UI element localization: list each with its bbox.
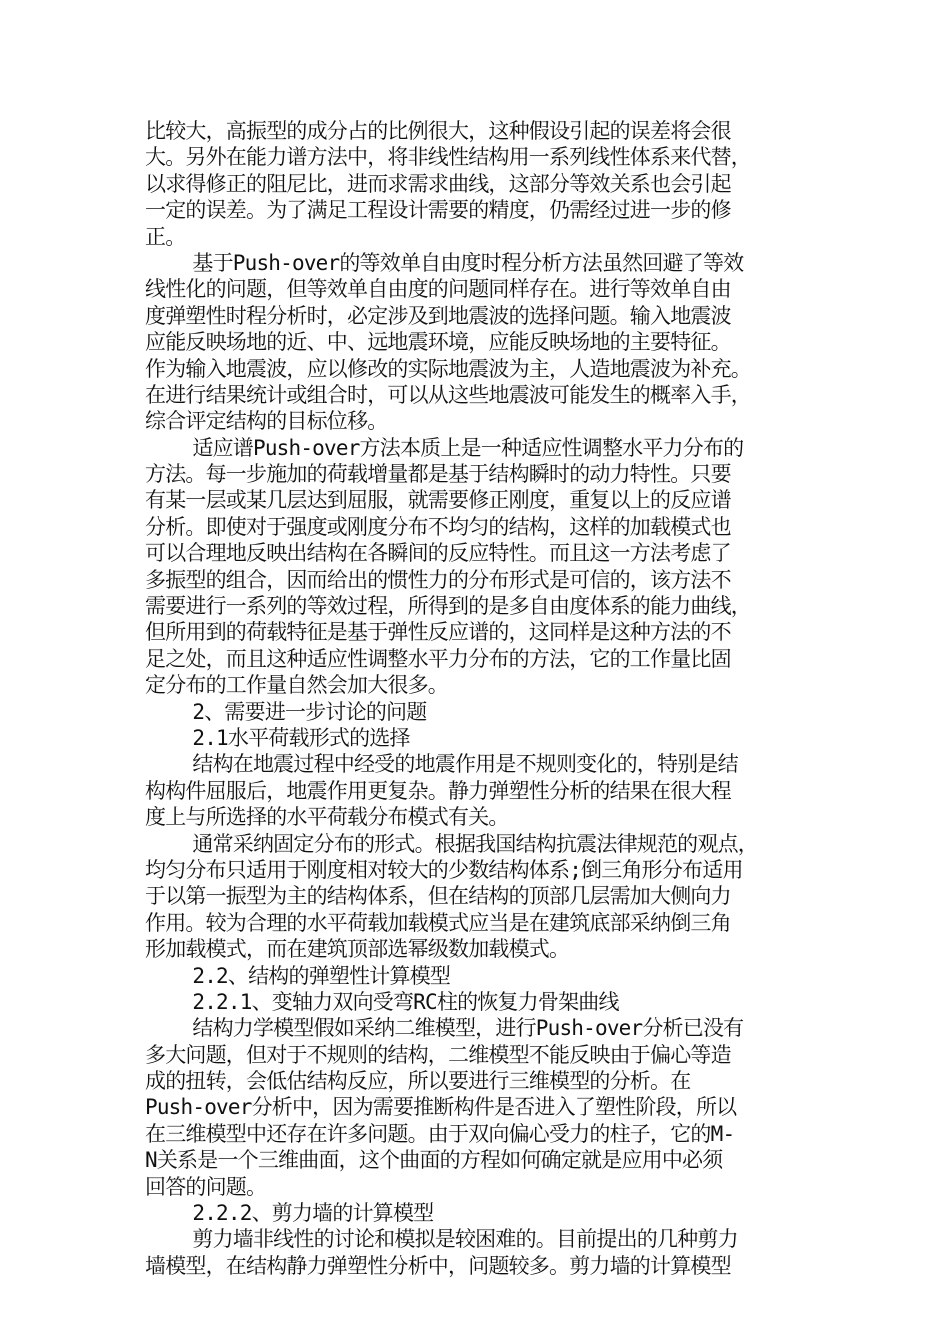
- text-line: 在进行结果统计或组合时，可以从这些地震波可能发生的概率入手，: [145, 382, 751, 407]
- text-line: 2.1水平荷载形式的选择: [145, 725, 410, 750]
- text-line: 形加载模式，而在建筑顶部选幂级数加载模式。: [145, 937, 570, 962]
- text-line: 度弹塑性时程分析时，必定涉及到地震波的选择问题。输入地震波: [145, 303, 731, 328]
- text-line: 作用。较为合理的水平荷载加载模式应当是在建筑底部采纳倒三角: [145, 910, 731, 935]
- text-line: 于以第一振型为主的结构体系，但在结构的顶部几层需加大侧向力: [145, 884, 731, 909]
- text-line: 以求得修正的阻尼比，进而求需求曲线，这部分等效关系也会引起: [145, 171, 731, 196]
- text-line: 适应谱Push-over方法本质上是一种适应性调整水平力分布的: [145, 435, 744, 460]
- text-line: 方法。每一步施加的荷载增量都是基于结构瞬时的动力特性。只要: [145, 462, 731, 487]
- text-line: Push-over分析中，因为需要推断构件是否进入了塑性阶段，所以: [145, 1095, 737, 1120]
- text-line: 结构在地震过程中经受的地震作用是不规则变化的，特别是结: [145, 752, 738, 777]
- text-line: 应能反映场地的近、中、远地震环境，应能反映场地的主要特征。: [145, 330, 731, 355]
- text-line: 均匀分布只适用于刚度相对较大的少数结构体系;倒三角形分布适用: [145, 857, 743, 882]
- text-line: 一定的误差。为了满足工程设计需要的精度，仍需经过进一步的修: [145, 198, 731, 223]
- text-line: 但所用到的荷载特征是基于弹性反应谱的，这同样是这种方法的不: [145, 620, 731, 645]
- text-line: 2.2.2、剪力墙的计算模型: [145, 1201, 434, 1226]
- text-line: 基于Push-over的等效单自由度时程分析方法虽然回避了等效: [145, 250, 744, 275]
- text-line: 作为输入地震波，应以修改的实际地震波为主，人造地震波为补充。: [145, 356, 751, 381]
- text-line: 剪力墙非线性的讨论和模拟是较困难的。目前提出的几种剪力: [145, 1227, 738, 1252]
- text-line: 正。: [145, 224, 186, 249]
- text-line: 2.2.1、变轴力双向受弯RC柱的恢复力骨架曲线: [145, 989, 619, 1014]
- text-line: 线性化的问题，但等效单自由度的问题同样存在。进行等效单自由: [145, 277, 731, 302]
- text-line: N关系是一个三维曲面，这个曲面的方程如何确定就是应用中必须: [145, 1148, 723, 1173]
- text-line: 比较大，高振型的成分占的比例很大，这种假设引起的误差将会很: [145, 119, 731, 143]
- text-line: 多振型的组合，因而给出的惯性力的分布形式是可信的，该方法不: [145, 567, 731, 592]
- text-line: 2、需要进一步讨论的问题: [145, 699, 427, 724]
- text-line: 定分布的工作量自然会加大很多。: [145, 673, 448, 698]
- text-line: 多大问题，但对于不规则的结构，二维模型不能反映由于偏心等造: [145, 1042, 731, 1067]
- text-line: 需要进行一系列的等效过程，所得到的是多自由度体系的能力曲线，: [145, 594, 751, 619]
- text-line: 足之处，而且这种适应性调整水平力分布的方法，它的工作量比固: [145, 646, 731, 671]
- document-body: [145, 118, 807, 1279]
- text-line: 结构力学模型假如采纳二维模型，进行Push-over分析已没有: [145, 1016, 744, 1041]
- text-line: 2.2、结构的弹塑性计算模型: [145, 963, 451, 988]
- text-line: 可以合理地反映出结构在各瞬间的反应特性。而且这一方法考虑了: [145, 541, 731, 566]
- text-line: 综合评定结构的目标位移。: [145, 409, 388, 434]
- text-line: 有某一层或某几层达到屈服，就需要修正刚度，重复以上的反应谱: [145, 488, 731, 513]
- text-line: 构构件屈服后，地震作用更复杂。静力弹塑性分析的结果在很大程: [145, 778, 731, 803]
- text-line: 墙模型，在结构静力弹塑性分析中，问题较多。剪力墙的计算模型: [145, 1253, 731, 1278]
- text-line: 大。另外在能力谱方法中，将非线性结构用一系列线性体系来代替，: [145, 145, 751, 170]
- text-line: 回答的问题。: [145, 1174, 267, 1199]
- text-line: 分析。即使对于强度或刚度分布不均匀的结构，这样的加载模式也: [145, 514, 731, 539]
- text-line: 度上与所选择的水平荷载分布模式有关。: [145, 805, 509, 830]
- text-line: 成的扭转，会低估结构反应，所以要进行三维模型的分析。在: [145, 1069, 691, 1094]
- text-line: 通常采纳固定分布的形式。根据我国结构抗震法律规范的观点，: [145, 831, 758, 856]
- text-line: 在三维模型中还存在许多问题。由于双向偏心受力的柱子，它的M-: [145, 1121, 735, 1146]
